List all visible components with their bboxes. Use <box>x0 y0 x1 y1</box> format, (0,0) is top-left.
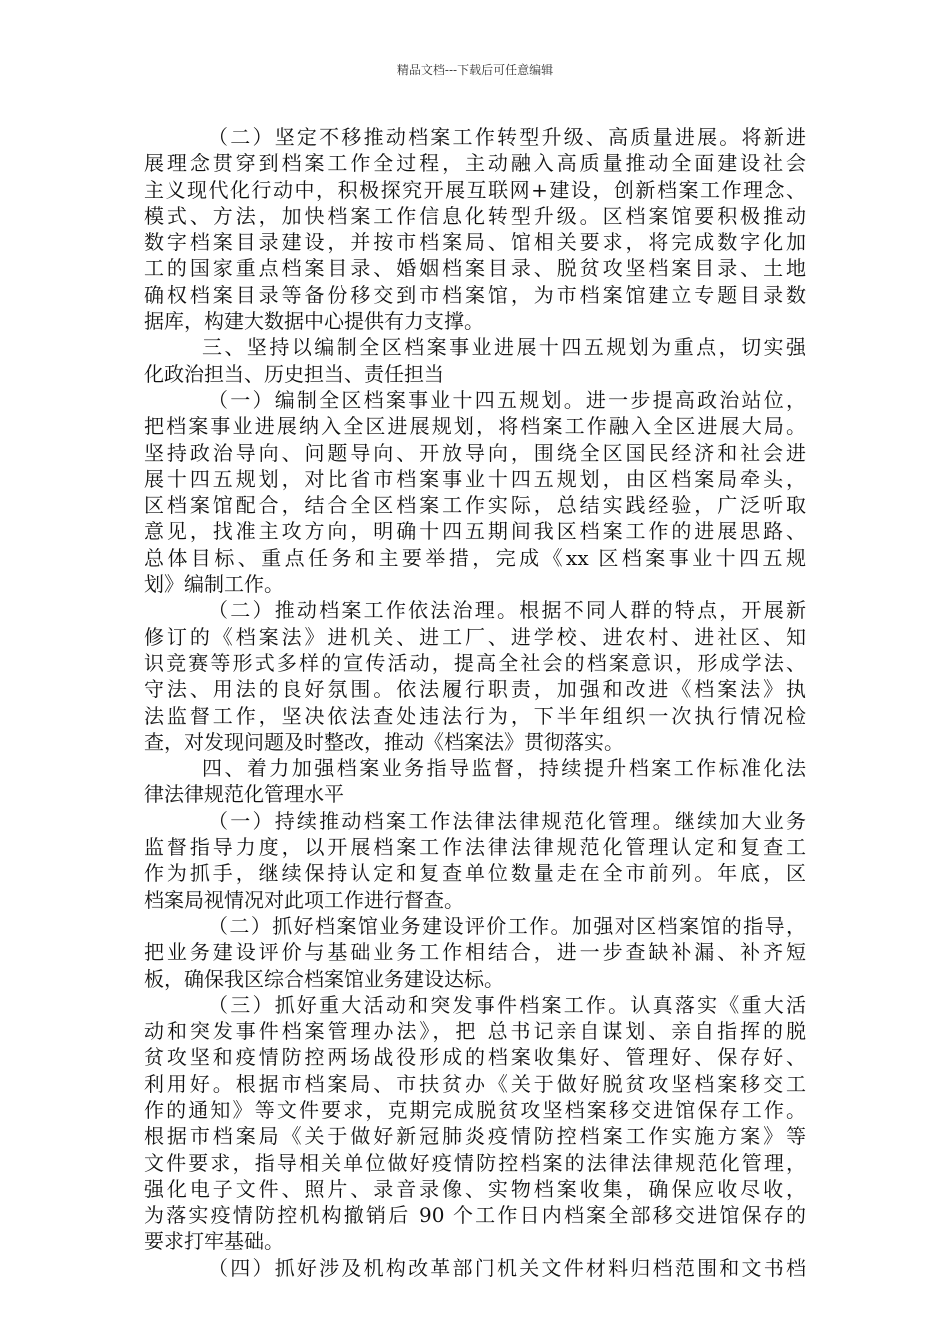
paragraph-line: （二）推动档案工作依法治理。根据不同人群的特点，开展新 <box>208 598 806 623</box>
paragraph-line: （四）抓好涉及机构改革部门机关文件材料归档范围和文书档 <box>208 1255 806 1280</box>
paragraph-line: 划》编制工作。 <box>144 572 284 597</box>
paragraph-line: 模式、方法，加快档案工作信息化转型升级。区档案馆要积极推动 <box>144 203 806 228</box>
paragraph-line: 要求打牢基础。 <box>144 1229 284 1254</box>
paragraph-line: 档案局视情况对此项工作进行督查。 <box>144 887 464 912</box>
paragraph-line: 为落实疫情防控机构撤销后 90 个工作日内档案全部移交进馆保存的 <box>144 1203 806 1228</box>
paragraph-line: 坚持政治导向、问题导向、开放导向，围绕全区国民经济和社会进 <box>144 440 806 465</box>
paragraph-line: 识竞赛等形式多样的宣传活动，提高全社会的档案意识，形成学法、 <box>144 650 806 675</box>
section-heading-line: 律法律规范化管理水平 <box>144 782 344 807</box>
paragraph-line: 数字档案目录建设，并按市档案局、馆相关要求，将完成数字化加 <box>144 230 806 255</box>
section-heading-line: 四、着力加强档案业务指导监督，持续提升档案工作标准化法 <box>202 756 806 781</box>
paragraph-line: （三）抓好重大活动和突发事件档案工作。认真落实《重大活 <box>208 992 806 1017</box>
paragraph-line: （二）抓好档案馆业务建设评价工作。加强对区档案馆的指导， <box>208 913 806 938</box>
paragraph-line: 监督指导力度，以开展档案工作法律法律规范化管理认定和复查工 <box>144 835 806 860</box>
paragraph-line: 贫攻坚和疫情防控两场战役形成的档案收集好、管理好、保存好、 <box>144 1045 806 1070</box>
section-heading-line: 三、坚持以编制全区档案事业进展十四五规划为重点，切实强 <box>202 335 806 360</box>
paragraph-line: 查，对发现问题及时整改，推动《档案法》贯彻落实。 <box>144 729 624 754</box>
paragraph-line: 展十四五规划，对比省市档案事业十四五规划，由区档案局牵头， <box>144 466 806 491</box>
paragraph-line: 作的通知》等文件要求，克期完成脱贫攻坚档案移交进馆保存工作。 <box>144 1097 806 1122</box>
paragraph-line: （一）编制全区档案事业十四五规划。进一步提高政治站位， <box>208 387 806 412</box>
paragraph-line: 区档案馆配合，结合全区档案工作实际，总结实践经验，广泛听取 <box>144 493 806 518</box>
paragraph-line: （一）持续推动档案工作法律法律规范化管理。继续加大业务 <box>208 808 806 833</box>
paragraph-line: 作为抓手，继续保持认定和复查单位数量走在全市前列。年底，区 <box>144 861 806 886</box>
paragraph-line: 文件要求，指导相关单位做好疫情防控档案的法律法律规范化管理， <box>144 1150 806 1175</box>
paragraph-line: 修订的《档案法》进机关、进工厂、进学校、进农村、进社区、知 <box>144 624 806 649</box>
paragraph-line: 主义现代化行动中，积极探究开展互联网+建设，创新档案工作理念、 <box>144 177 806 202</box>
paragraph-line: 守法、用法的良好氛围。依法履行职责，加强和改进《档案法》执 <box>144 677 806 702</box>
page-header: 精品文档---下载后可任意编辑 <box>396 63 554 77</box>
paragraph-line: 强化电子文件、照片、录音录像、实物档案收集，确保应收尽收， <box>144 1176 806 1201</box>
paragraph-line: 利用好。根据市档案局、市扶贫办《关于做好脱贫攻坚档案移交工 <box>144 1071 806 1096</box>
paragraph-line: 把档案事业进展纳入全区进展规划，将档案工作融入全区进展大局。 <box>144 414 806 439</box>
paragraph-line: 根据市档案局《关于做好新冠肺炎疫情防控档案工作实施方案》等 <box>144 1124 806 1149</box>
section-heading-line: 化政治担当、历史担当、责任担当 <box>144 361 444 386</box>
paragraph-line: 把业务建设评价与基础业务工作相结合，进一步查缺补漏、补齐短 <box>144 940 806 965</box>
paragraph-line: 工的国家重点档案目录、婚姻档案目录、脱贫攻坚档案目录、土地 <box>144 256 806 281</box>
paragraph-line: （二）坚定不移推动档案工作转型升级、高质量进展。将新进 <box>208 125 806 149</box>
paragraph-line: 法监督工作，坚决依法查处违法行为，下半年组织一次执行情况检 <box>144 703 806 728</box>
document-body <box>144 124 806 1281</box>
paragraph-line: 板，确保我区综合档案馆业务建设达标。 <box>144 966 504 991</box>
paragraph-line: 意见，找准主攻方向，明确十四五期间我区档案工作的进展思路、 <box>144 519 806 544</box>
paragraph-line: 据库，构建大数据中心提供有力支撑。 <box>144 309 484 334</box>
paragraph-line: 展理念贯穿到档案工作全过程，主动融入高质量推动全面建设社会 <box>144 151 806 176</box>
paragraph-line: 总体目标、重点任务和主要举措，完成《xx 区档案事业十四五规 <box>144 545 806 570</box>
paragraph-line: 确权档案目录等备份移交到市档案馆，为市档案馆建立专题目录数 <box>144 282 806 307</box>
paragraph-line: 动和突发事件档案管理办法》，把 总书记亲自谋划、亲自指挥的脱 <box>144 1019 806 1044</box>
